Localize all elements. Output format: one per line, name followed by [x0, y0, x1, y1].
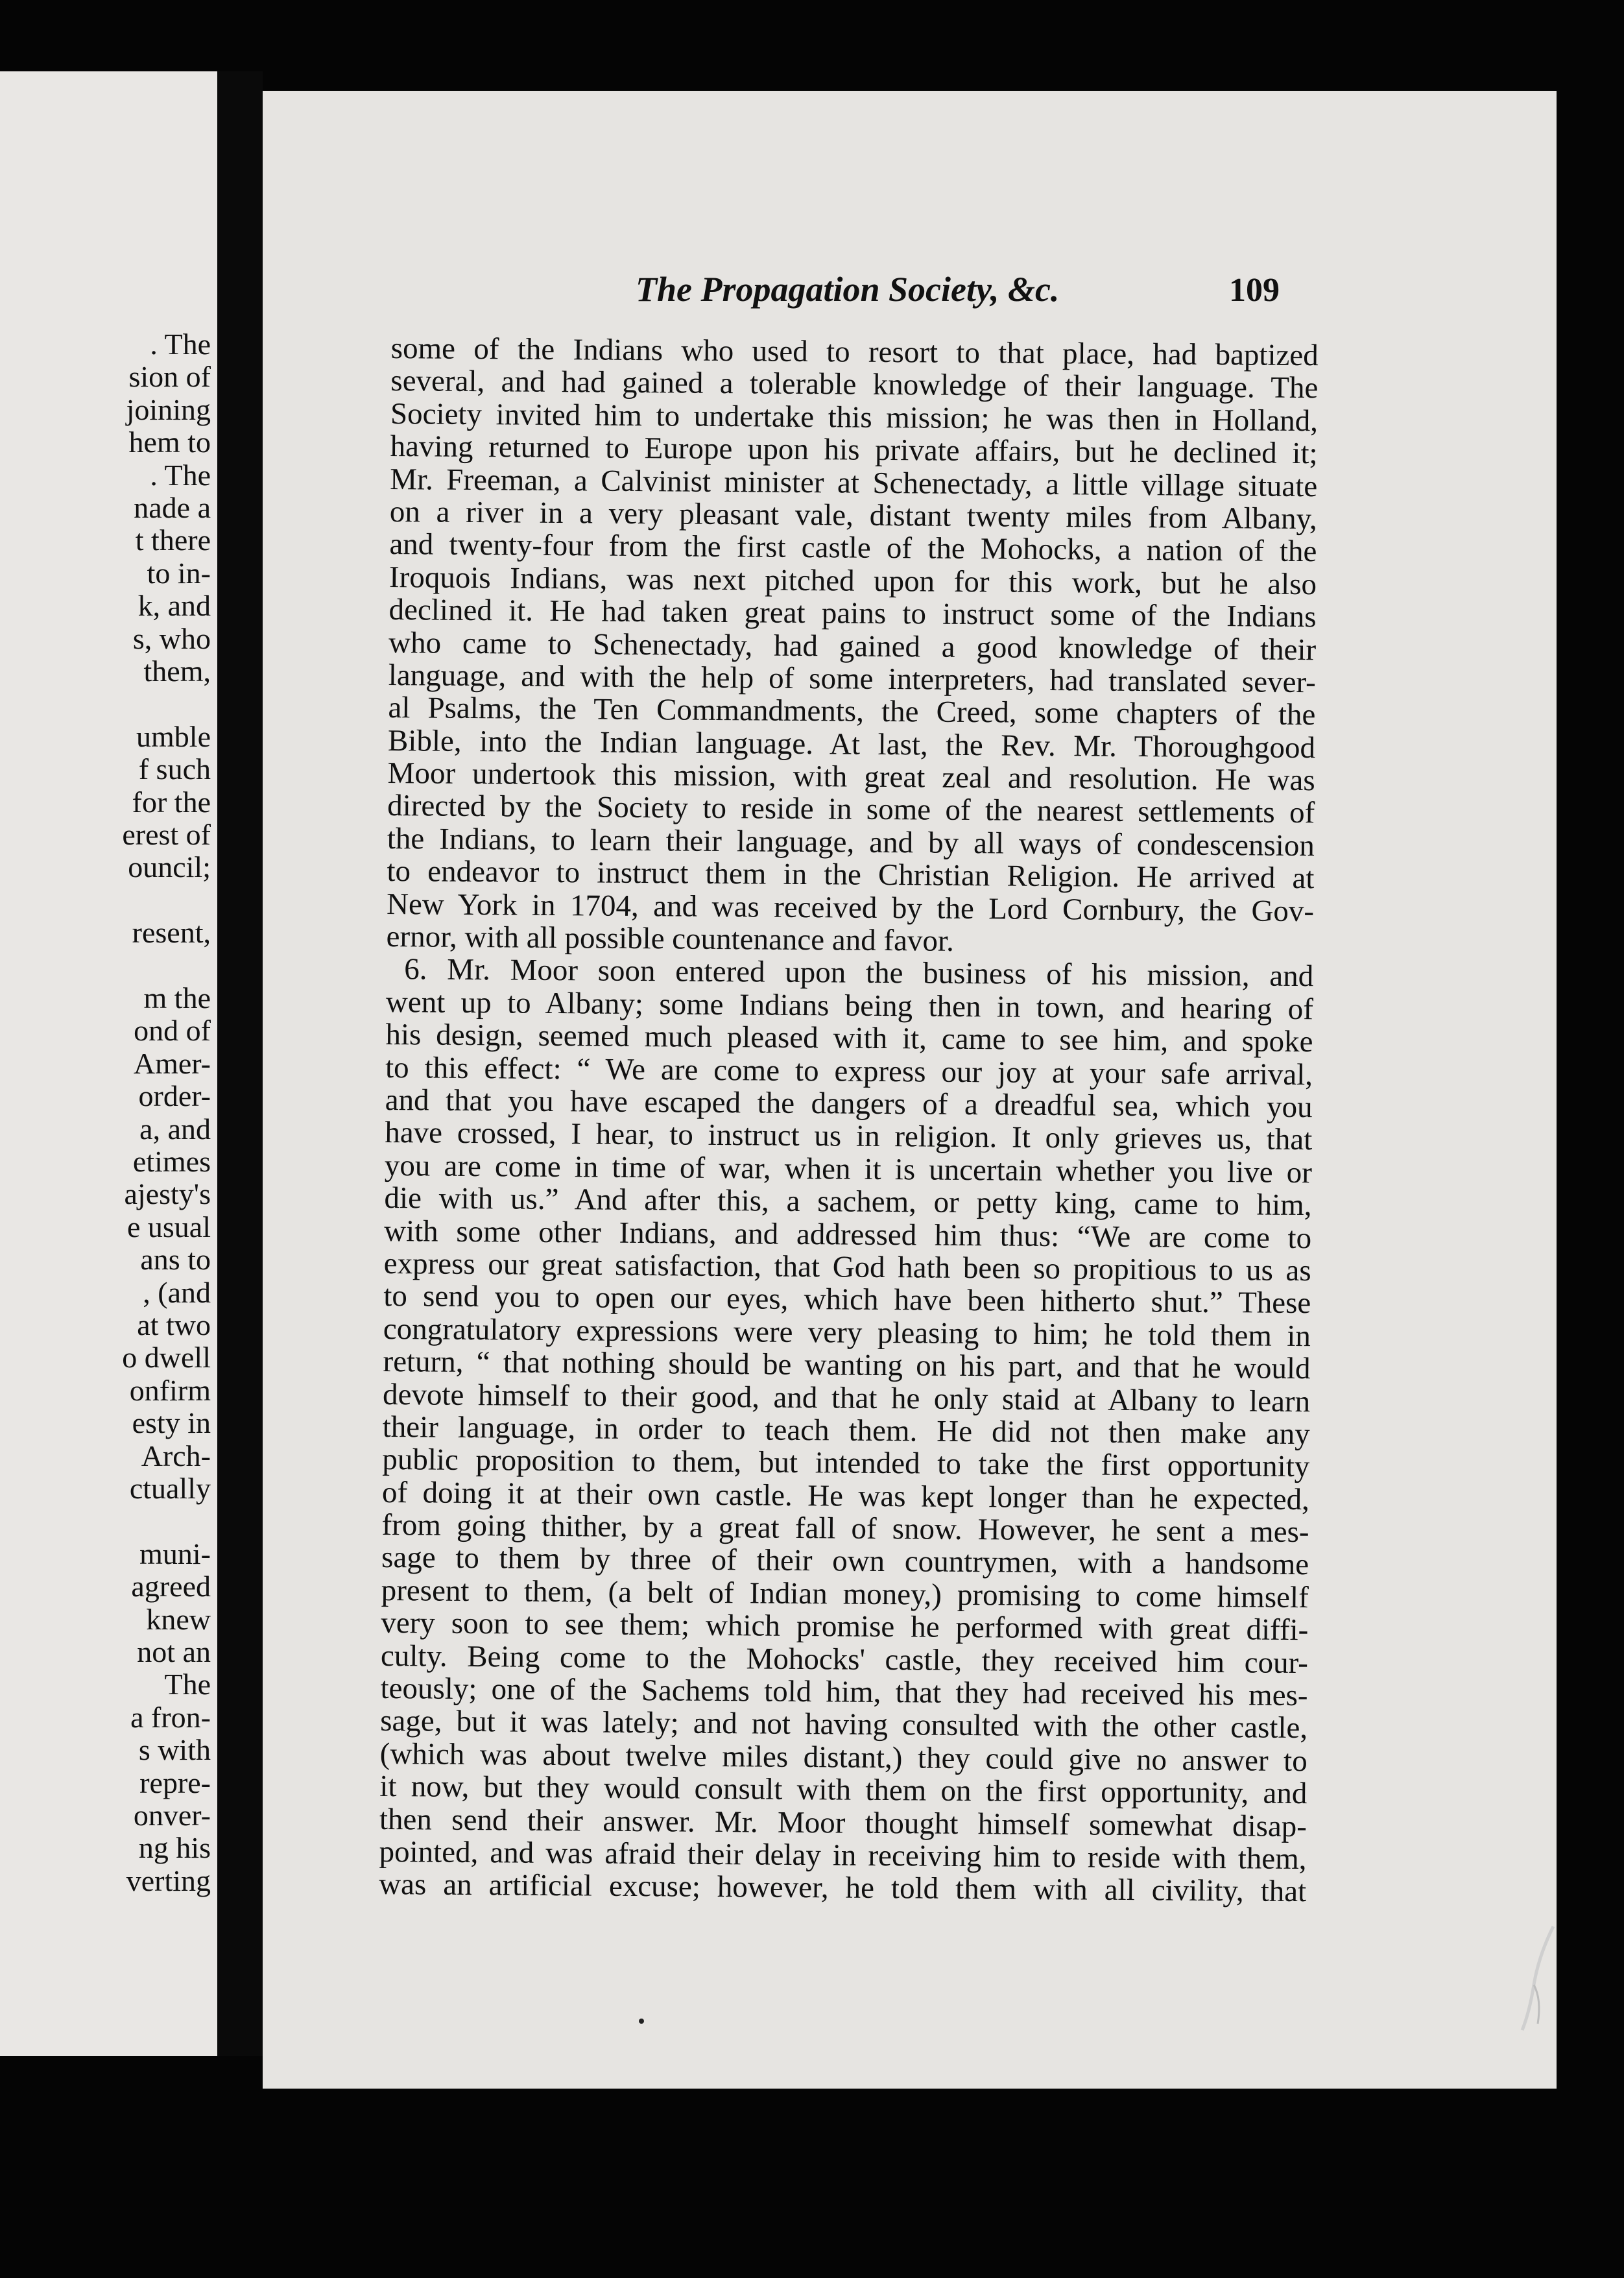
main-page — [263, 91, 1557, 2089]
running-head: The Propagation Society, &c. — [636, 270, 1060, 309]
left-page-text-fragment: ajesty's — [124, 1177, 211, 1211]
left-page-text-fragment: sion of — [128, 360, 211, 394]
left-page-text-fragment: hem to — [128, 426, 211, 459]
text-line: from going thither, by a great fall of snow. However, he sent a mes- — [381, 1508, 1309, 1550]
text-line: Moor undertook this mission, with great zeal and resolution. He was — [387, 756, 1315, 798]
left-page-text-fragment: erest of — [122, 818, 211, 851]
text-line: 6. Mr. Moor soon entered upon the business of his mission, and — [404, 952, 1314, 994]
text-line: and that you have escaped the dangers of a dreadful sea, which you — [385, 1083, 1313, 1125]
left-page-fragment — [0, 71, 217, 2056]
left-page-text-fragment: ans to — [140, 1243, 211, 1277]
left-page-text-fragment: order- — [138, 1079, 211, 1113]
left-page-text-fragment: etimes — [132, 1145, 211, 1178]
left-page-text-fragment: Amer- — [133, 1046, 211, 1080]
left-page-text-fragment: resent, — [132, 916, 211, 950]
left-page-text-fragment: ouncil; — [128, 850, 211, 884]
left-page-text-fragment: e usual — [126, 1210, 211, 1243]
text-line: congratulatory expressions were very pleasing to him; he told them in — [383, 1312, 1311, 1353]
book-gutter — [217, 71, 263, 2056]
left-page-text-fragment: for the — [132, 785, 211, 819]
left-page-text-fragment: to in- — [147, 556, 211, 590]
left-page-text-fragment: them, — [143, 654, 211, 688]
text-line: to this effect: “ We are come to express our joy at your safe arrival, — [385, 1050, 1313, 1092]
text-line: with some other Indians, and addressed him thus: “We are come to — [383, 1214, 1312, 1255]
text-line: al Psalms, the Ten Commandments, the Creed, some chapters of the — [388, 691, 1316, 732]
text-line: several, and had gained a tolerable knowledge of their language. The — [390, 364, 1319, 405]
left-page-text-fragment: s with — [138, 1733, 211, 1767]
text-line: Mr. Freeman, a Calvinist minister at Schenectady, a little village situate — [390, 462, 1318, 503]
left-page-text-fragment: The — [164, 1668, 211, 1701]
left-page-text-fragment: , (and — [143, 1275, 211, 1309]
left-page-text-fragment: t there — [135, 523, 211, 557]
left-page-text-fragment: joining — [126, 392, 211, 426]
left-page-text-fragment: f such — [138, 752, 211, 786]
left-page-text-fragment: at two — [137, 1308, 211, 1341]
text-line: ernor, with all possible countenance and favor. — [386, 920, 955, 958]
text-line: and twenty-four from the first castle of the Mohocks, a nation of the — [389, 527, 1317, 569]
left-page-text-fragment: Arch- — [141, 1439, 211, 1472]
text-line: it now, but they would consult with them on the first opportunity, and — [379, 1769, 1308, 1811]
text-line: his design, seemed much pleased with it, came to see him, and spoke — [385, 1018, 1313, 1059]
text-line: devote himself to their good, and that he only staid at Albany to learn — [382, 1377, 1311, 1419]
text-line: have crossed, I hear, to instruct us in religion. It only grieves us, that — [385, 1116, 1313, 1157]
text-line: to send you to open our eyes, which have been hitherto shut.” These — [383, 1279, 1311, 1321]
text-line: directed by the Society to reside in some of the nearest settlements of — [387, 789, 1315, 830]
left-page-text-fragment: repre- — [139, 1766, 211, 1799]
text-line: teously; one of the Sachems told him, that they had received his mes- — [380, 1671, 1308, 1713]
text-line: pointed, and was afraid their delay in receiving him to reside with them, — [379, 1834, 1307, 1876]
text-line: return, “ that nothing should be wanting on his part, and that he would — [383, 1345, 1311, 1386]
left-page-text-fragment: verting — [126, 1864, 211, 1897]
left-page-text-fragment: ond of — [134, 1014, 211, 1048]
left-page-text-fragment: ng his — [138, 1831, 211, 1865]
page-number: 109 — [1229, 272, 1280, 309]
left-page-text-fragment: muni- — [139, 1537, 211, 1570]
text-line: (which was about twelve miles distant,) they could give no answer to — [379, 1736, 1308, 1778]
text-line: sage, but it was lately; and not having consulted with the other castle, — [379, 1704, 1308, 1745]
left-page-text-fragment: m the — [143, 981, 211, 1014]
text-line: to endeavor to instruct them in the Christian Religion. He arrived at — [387, 854, 1315, 896]
scan-artifact-mark — [1508, 1920, 1560, 2037]
left-page-text-fragment: a fron- — [130, 1700, 211, 1734]
left-page-text-fragment: . The — [150, 458, 211, 492]
text-line: their language, in order to teach them. He did not then make any — [382, 1409, 1310, 1452]
text-line: sage to them by three of their own countrymen, with a handsome — [381, 1541, 1309, 1582]
text-line: public proposition to them, but intended to take the first opportunity — [382, 1443, 1310, 1484]
text-line: then send their answer. Mr. Moor thought himself somewhat disap- — [379, 1802, 1308, 1843]
text-line: of doing it at their own castle. He was kept longer than he expected, — [381, 1475, 1310, 1517]
body-text — [379, 332, 1319, 1908]
text-line: was an artificial excuse; however, he told them with all civility, that — [378, 1867, 1307, 1909]
left-page-text-fragment: nade a — [134, 491, 211, 524]
left-page-text-fragment: knew — [146, 1602, 211, 1636]
text-line: culty. Being come to the Mohocks' castle, they received him cour- — [380, 1638, 1309, 1680]
text-line: Bible, into the Indian language. At last, the Rev. Mr. Thoroughgood — [387, 723, 1316, 765]
scan-speck — [639, 2019, 644, 2024]
text-line: die with us.” And after this, a sachem, or petty king, came to him, — [384, 1181, 1312, 1223]
text-line: declined it. He had taken great pains to instruct some of the Indians — [388, 593, 1317, 634]
left-page-text-fragment: umble — [136, 719, 211, 753]
left-page-text-fragment: ctually — [129, 1472, 211, 1505]
text-line: the Indians, to learn their language, and by all ways of condescension — [387, 821, 1315, 863]
text-line: on a river in a very pleasant vale, distant twenty miles from Albany, — [389, 494, 1317, 536]
text-line: having returned to Europe upon his private affairs, but he declined it; — [390, 429, 1318, 471]
text-line: New York in 1704, and was received by the Lord Cornbury, the Gov- — [386, 887, 1315, 928]
left-page-text-fragment: onver- — [133, 1799, 211, 1832]
text-line: you are come in time of war, when it is uncertain whether you live or — [384, 1148, 1313, 1190]
text-line: Society invited him to undertake this mission; he was then in Holland, — [390, 396, 1319, 438]
text-line: Iroquois Indians, was next pitched upon for this work, but he also — [388, 560, 1317, 601]
left-page-text-fragment: esty in — [132, 1406, 211, 1440]
text-line: language, and with the help of some interpreters, had translated sever- — [388, 658, 1317, 700]
left-page-text-fragment: s, who — [132, 621, 211, 655]
left-page-text-fragment: onfirm — [129, 1373, 211, 1407]
text-line: some of the Indians who used to resort to that place, had baptized — [390, 331, 1319, 373]
left-page-text-fragment: a, and — [139, 1112, 211, 1145]
left-page-text-fragment: agreed — [131, 1570, 211, 1603]
left-page-text-fragment: . The — [150, 328, 211, 361]
left-page-text-fragment: k, and — [137, 589, 211, 623]
text-line: very soon to see them; which promise he performed with great diffi- — [381, 1606, 1309, 1648]
left-page-text-fragment: o dwell — [122, 1341, 211, 1374]
text-line: present to them, (a belt of Indian money,) promising to come himself — [381, 1573, 1309, 1615]
text-line: went up to Albany; some Indians being then in town, and hearing of — [385, 985, 1314, 1027]
text-line: express our great satisfaction, that God hath been so propitious to us as — [383, 1246, 1311, 1288]
text-line: who came to Schenectady, had gained a good knowledge of their — [388, 625, 1317, 667]
left-page-text-fragment: not an — [137, 1635, 211, 1668]
